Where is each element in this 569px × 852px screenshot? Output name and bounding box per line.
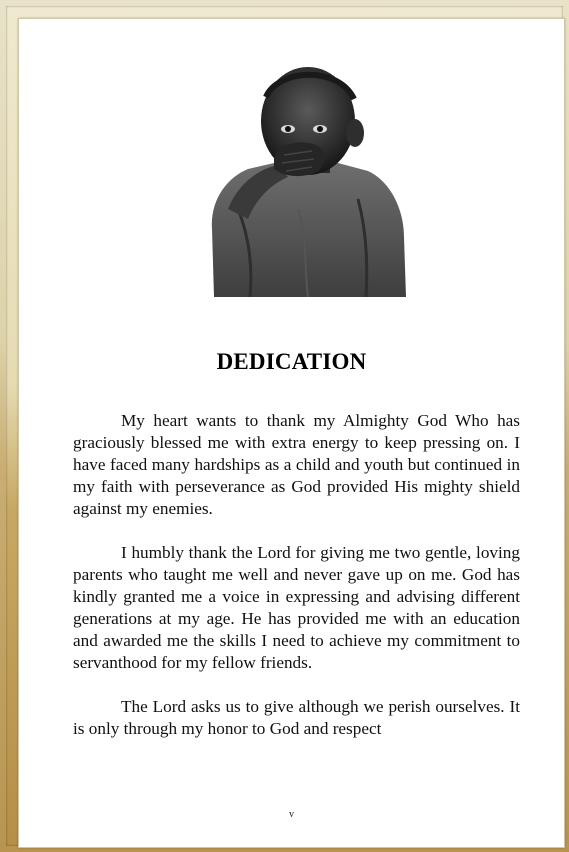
paragraph-1: My heart wants to thank my Almighty God Who has graciously blessed me with extra energy to keep pressing on. I have faced many hardships as a child and youth but continued in my faith with perseverance as God provided His mighty shield against my enemies. (73, 411, 520, 518)
book-page (18, 18, 565, 848)
book-page-frame (6, 6, 563, 846)
page-number: v (289, 809, 294, 820)
page-title: DEDICATION (216, 349, 367, 374)
paragraph-3: The Lord asks us to give although we perish ourselves. It is only through my honor to God and respect (73, 697, 520, 738)
child-photo (208, 59, 406, 297)
paragraph-2: I humbly thank the Lord for giving me two gentle, loving parents who taught me well and never gave up on me. God has kindly granted me a voice in expressing and advising different generations at my age. He has provided me with an education and awarded me the skills I need to achieve my commitment to servanthood for my fellow friends. (73, 543, 520, 672)
dedication-body (73, 410, 520, 762)
